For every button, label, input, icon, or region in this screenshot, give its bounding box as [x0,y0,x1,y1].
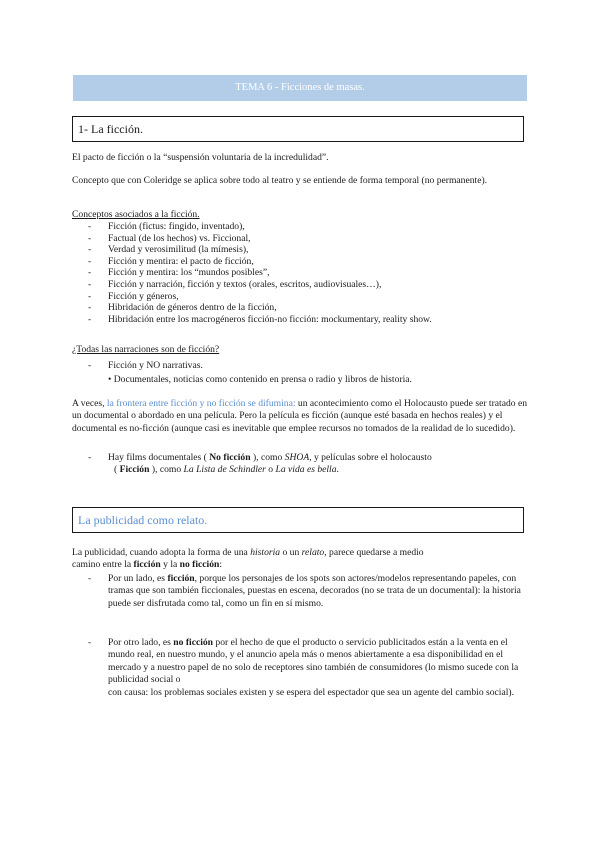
list-item: - Ficción (fictus: fingido, inventado), [88,221,245,232]
section-heading-publicidad: La publicidad como relato. [72,507,524,533]
section-heading-ficcion: 1- La ficción. [72,116,524,142]
page-title: TEMA 6 - Ficciones de masas. [73,75,527,101]
paragraph-publicidad-intro: La publicidad, cuando adopta la forma de una historia o un relato, parece quedarse a medio camino entre la ficción y la no ficción: [72,547,424,571]
list-item: - Ficción y NO narrativas. [88,360,203,371]
concepts-heading: Conceptos asociados a la ficción. [72,209,200,220]
list-item: - Hibridación entre los macrogéneros ficción-no ficción: mockumentary, reality show. [88,313,432,325]
list-item: - Hibridación de géneros dentro de la ficción, [88,302,277,314]
question-list [72,360,528,372]
list-item: - Ficción y narración, ficción y textos (orales, escritos, audiovisuales…), [88,278,382,290]
paragraph-frontera: A veces, la frontera entre ficción y no ficción se difumina: un acontecimiento como el Holocausto puede ser tratado en un documental o abordado en una película. Pero la película es ficción (aunque esté basada en hechos reales) y el documental es no-ficción (aunque casi es inevitable que emplee recursos no tomados de la realidad de lo sucedido). [72,398,528,434]
paragraph-pacto: El pacto de ficción o la “suspensión voluntaria de la incredulidad”. [72,152,329,163]
list-item: - Verdad y verosimilitud (la mímesis), [88,244,249,256]
publicidad-item-no-ficcion [72,637,528,699]
question-subitem: • Documentales, noticias como contenido en prensa o radio y libros de historia. [108,374,412,385]
frontera-link[interactable]: la frontera entre ficción y no ficción se difumina: [106,398,296,409]
concepts-list [72,221,528,325]
list-item: - Ficción y géneros, [88,290,179,302]
list-item: - Por otro lado, es no ficción por el hecho de que el producto o servicio publicitados están a la venta en el mundo real, en nuestro mundo, y el anuncio apela más o menos abiertamente a esa disponibilidad en el mercado y a nuestro papel de no solo de receptores sino también de consumidores (lo mismo sucede con la publicidad social o [88,637,519,686]
list-item: - Por un lado, es ficción, porque los personajes de los spots son actores/modelos representando papeles, con tramas que son también ficcionales, puestas en escena, decorados (no se trata de un documental): la historia puede ser disfrutada como tal, como un fin en sí mismo. [88,573,521,609]
paragraph-coleridge: Concepto que con Coleridge se aplica sobre todo al teatro y se entiende de forma temporal (no permanente). [72,175,488,186]
publicidad-item-continuation: con causa: los problemas sociales existen y se espera del espectador que sea un agente del cambio social). [108,686,514,698]
list-item: - Ficción y mentira: los “mundos posibles”, [88,267,270,279]
films-item [72,452,528,477]
list-item: - Factual (de los hechos) vs. Ficcional, [88,232,251,244]
question-heading: ¿Todas las narraciones son de ficción? [72,344,220,355]
publicidad-item-ficcion [72,573,528,610]
list-item: - Hay films documentales ( No ficción ), como SHOA, y películas sobre el holocausto ( Ficción ), como La Lista de Schindler o La vida es bella. [88,452,432,476]
list-item: - Ficción y mentira: el pacto de ficción, [88,255,254,267]
